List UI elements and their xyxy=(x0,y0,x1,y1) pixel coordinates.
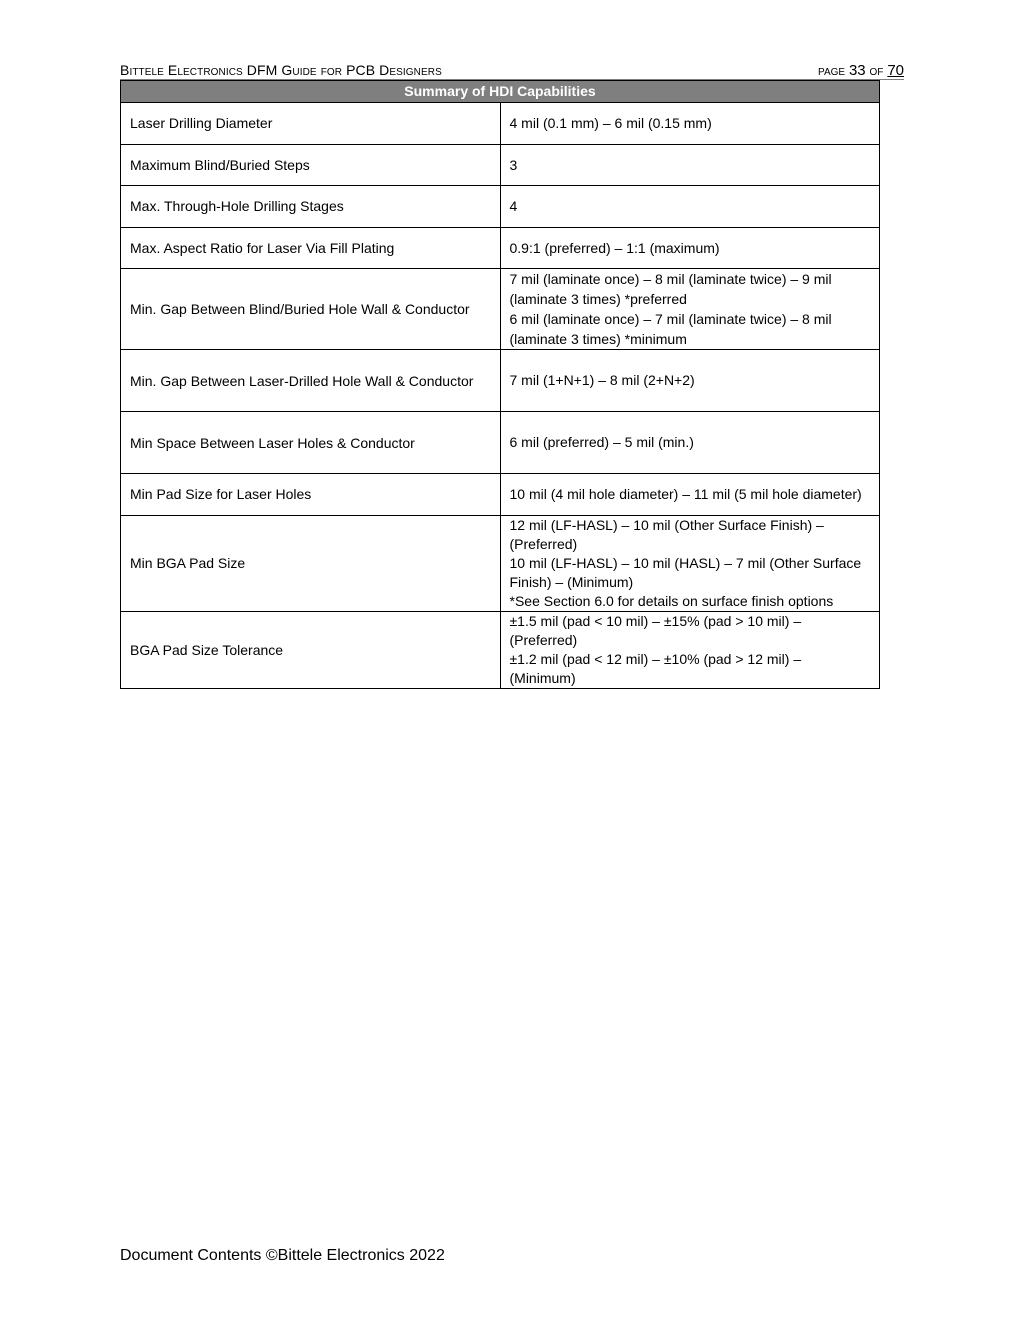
row-value xyxy=(500,269,880,350)
row-value xyxy=(500,612,880,689)
value-line: 4 xyxy=(509,198,518,214)
hdi-capabilities-table xyxy=(120,80,880,689)
row-label: Max. Aspect Ratio for Laser Via Fill Plating xyxy=(121,228,501,269)
row-value xyxy=(500,186,880,228)
value-line: 7 mil (1+N+1) – 8 mil (2+N+2) xyxy=(509,372,695,388)
value-line: 6 mil (laminate once) – 7 mil (laminate twice) – 8 mil (laminate 3 times) *minimum xyxy=(509,311,832,347)
value-line: 4 mil (0.1 mm) – 6 mil (0.15 mm) xyxy=(509,115,712,131)
table-row xyxy=(121,186,880,228)
row-value xyxy=(500,103,880,145)
value-line: 10 mil (4 mil hole diameter) – 11 mil (5 mil hole diameter) xyxy=(509,486,862,502)
value-line: ±1.5 mil (pad < 10 mil) – ±15% (pad > 10 mil) – (Preferred) xyxy=(509,613,802,648)
row-value xyxy=(500,350,880,412)
row-label: Max. Through-Hole Drilling Stages xyxy=(121,186,501,228)
table-body xyxy=(121,103,880,689)
table-row xyxy=(121,516,880,612)
row-label: Min Space Between Laser Holes & Conductor xyxy=(121,412,501,474)
table-row xyxy=(121,145,880,186)
value-line: 7 mil (laminate once) – 8 mil (laminate twice) – 9 mil (laminate 3 times) *preferred xyxy=(509,271,832,307)
value-line: 10 mil (LF-HASL) – 10 mil (HASL) – 7 mil (Other Surface Finish) – (Minimum) xyxy=(509,555,862,590)
table-row xyxy=(121,269,880,350)
row-label: Min. Gap Between Blind/Buried Hole Wall & Conductor xyxy=(121,269,501,350)
row-label: Min BGA Pad Size xyxy=(121,516,501,612)
row-label: Min. Gap Between Laser-Drilled Hole Wall & Conductor xyxy=(121,350,501,412)
table-title: Summary of HDI Capabilities xyxy=(121,81,880,103)
page-prefix: page xyxy=(818,62,846,78)
table-row xyxy=(121,228,880,269)
table-row xyxy=(121,612,880,689)
value-line: *See Section 6.0 for details on surface finish options xyxy=(509,593,834,609)
row-value xyxy=(500,228,880,269)
value-line: ±1.2 mil (pad < 12 mil) – ±10% (pad > 12 mil) – (Minimum) xyxy=(509,651,802,686)
page-of: of xyxy=(869,62,884,78)
row-value xyxy=(500,145,880,186)
value-line: 0.9:1 (preferred) – 1:1 (maximum) xyxy=(509,239,720,256)
row-value xyxy=(500,412,880,474)
page-total: 70 xyxy=(887,62,904,79)
row-value xyxy=(500,474,880,516)
table-row xyxy=(121,103,880,145)
page-footer: Document Contents ©Bittele Electronics 2022 xyxy=(120,1247,445,1264)
value-line: 3 xyxy=(509,156,518,173)
value-line: 6 mil (preferred) – 5 mil (min.) xyxy=(509,434,694,450)
page-indicator xyxy=(818,61,904,80)
page-header xyxy=(120,61,904,80)
row-value xyxy=(500,516,880,612)
table-row xyxy=(121,350,880,412)
row-label: Laser Drilling Diameter xyxy=(121,103,501,145)
row-label: Maximum Blind/Buried Steps xyxy=(121,145,501,186)
table-row xyxy=(121,474,880,516)
table-row xyxy=(121,412,880,474)
row-label: BGA Pad Size Tolerance xyxy=(121,612,501,689)
document-title: Bittele Electronics DFM Guide for PCB Designers xyxy=(120,62,442,78)
value-line: 12 mil (LF-HASL) – 10 mil (Other Surface Finish) – (Preferred) xyxy=(509,517,824,552)
page-number: 33 xyxy=(848,62,866,79)
row-label: Min Pad Size for Laser Holes xyxy=(121,474,501,516)
